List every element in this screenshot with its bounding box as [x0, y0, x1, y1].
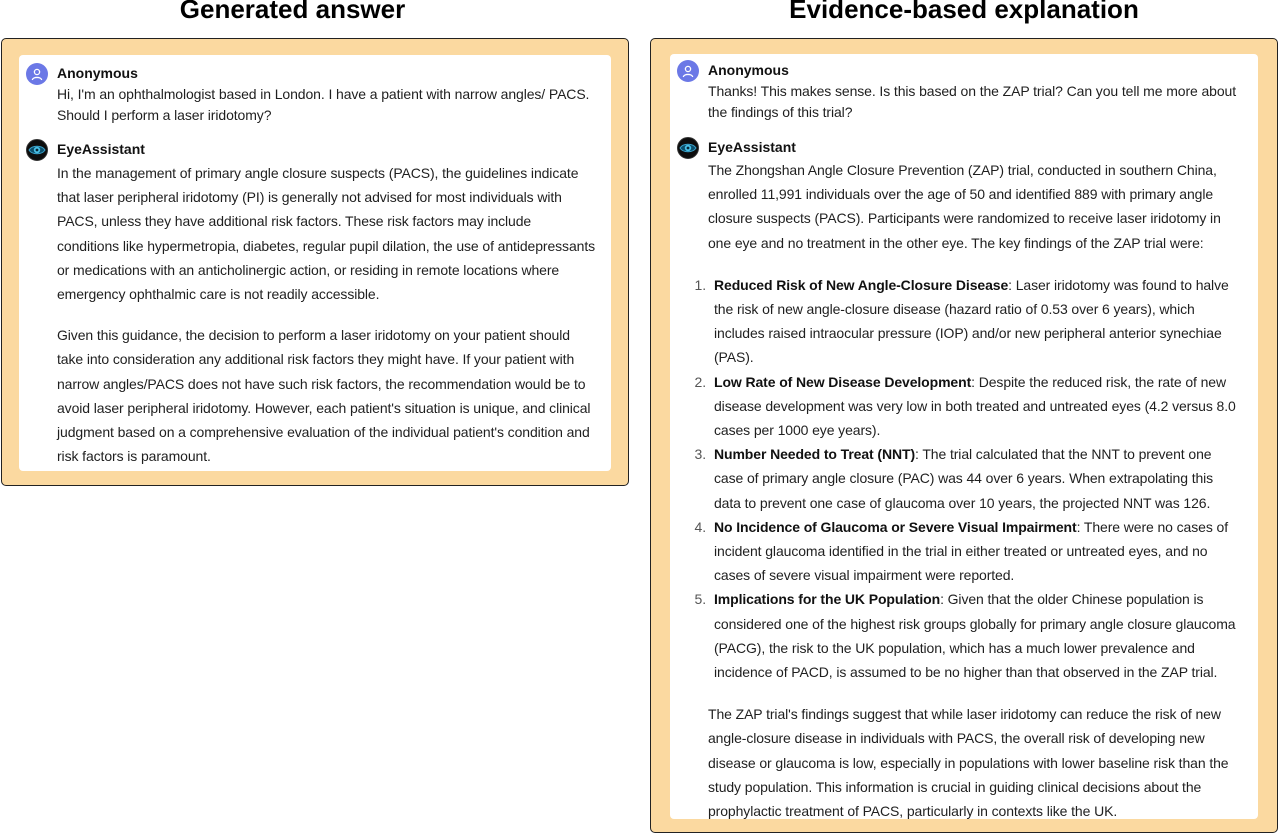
right-panel-title: Evidence-based explanation — [789, 0, 1139, 24]
user-avatar-icon — [26, 63, 48, 85]
assistant-intro: The Zhongshan Angle Closure Prevention (ZAP) trial, conducted in southern China, enrolled 11,991 individuals over the age of 50 and identified 889 with primary angle closure suspects (PACS). Participants were randomized to receive laser iridotomy in one eye and no treatment in the other eye. The key findings of the ZAP trial were: — [708, 162, 1221, 251]
finding-heading: Number Needed to Treat (NNT) — [714, 446, 916, 463]
finding-item — [694, 442, 1243, 515]
finding-text: : Despite the reduced risk, the rate of new disease development was very low in both treated and untreated eyes (4.2 versus 8.0 cases per 1000 eye years). — [714, 373, 1236, 439]
user-name: Anonymous — [57, 65, 138, 81]
user-avatar-icon — [677, 60, 699, 82]
conversation-card — [19, 55, 611, 471]
finding-item — [694, 515, 1243, 588]
user-message-text: Thanks! This makes sense. Is this based on the ZAP trial? Can you tell me more about the findings of this trial? — [708, 83, 1237, 120]
user-name: Anonymous — [708, 62, 789, 78]
assistant-paragraph: In the management of primary angle closure suspects (PACS), the guidelines indicate that laser peripheral iridotomy (PI) is generally not advised for most individuals with PACS, unless they have additional risk factors. These risk factors may include conditions like hypermetropia, diabetes, regular pupil dilation, the use of antidepressants or medications with an anticholinergic action, or residing in remote locations where emergency ophthalmic care is not readily accessible. — [57, 165, 596, 303]
assistant-name: EyeAssistant — [57, 141, 145, 157]
finding-item — [694, 587, 1243, 684]
finding-text: : There were no cases of incident glaucoma identified in the trial in either treated or untreated eyes, and no cases of severe visual impairment were reported. — [714, 518, 1228, 584]
finding-number: 4. — [694, 518, 706, 535]
left-panel-title: Generated answer — [179, 0, 406, 24]
findings-list — [694, 273, 1243, 684]
finding-number: 1. — [694, 276, 706, 293]
assistant-name: EyeAssistant — [708, 139, 796, 155]
generated-answer-panel — [1, 38, 629, 486]
assistant-conclusion: The ZAP trial's findings suggest that while laser iridotomy can reduce the risk of new angle-closure disease in individuals with PACS, the overall risk of developing new disease or glaucoma is low, especially in populations with lower baseline risk than the study population. This information is crucial in guiding clinical decisions about the prophylactic treatment of PACS, particularly in contexts like the UK. — [708, 706, 1229, 820]
conversation-card — [670, 54, 1258, 819]
eye-avatar-icon — [677, 137, 699, 159]
finding-heading: Low Rate of New Disease Development — [714, 373, 972, 390]
assistant-paragraph: Given this guidance, the decision to perform a laser iridotomy on your patient should take into consideration any additional risk factors they might have. If your patient with narrow angles/PACS does not have such risk factors, the recommendation would be to avoid laser peripheral iridotomy. However, each patient's situation is unique, and clinical judgment based on a comprehensive evaluation of the individual patient's condition and risk factors is paramount. — [57, 327, 591, 465]
finding-number: 3. — [694, 446, 706, 463]
finding-text: : The trial calculated that the NNT to prevent one case of primary angle closure (PAC) was 44 over 6 years. When extrapolating this data to prevent one case of glaucoma over 10 years, the projected NNT was 126. — [714, 446, 1214, 511]
user-message-text: Hi, I'm an ophthalmologist based in London. I have a patient with narrow angles/ PACS. Should I perform a laser iridotomy? — [57, 86, 590, 123]
finding-text: : Laser iridotomy was found to halve the risk of new angle-closure disease (hazard ratio of 0.53 over 6 years), which includes raised intraocular pressure (IOP) and/or new peripheral anterior synechiae (PAS). — [714, 276, 1229, 366]
finding-number: 2. — [694, 373, 706, 390]
assistant-message-text — [57, 161, 595, 468]
evidence-explanation-panel — [650, 38, 1278, 833]
finding-item — [694, 273, 1243, 370]
eye-avatar-icon — [26, 139, 48, 161]
finding-item — [694, 370, 1243, 443]
finding-heading: Reduced Risk of New Angle-Closure Disease — [714, 276, 1009, 293]
assistant-message-text — [694, 158, 1243, 823]
finding-heading: No Incidence of Glaucoma or Severe Visual Impairment — [714, 518, 1077, 535]
finding-number: 5. — [694, 591, 706, 608]
finding-heading: Implications for the UK Population — [714, 591, 941, 608]
finding-text: : Given that the older Chinese population is considered one of the highest risk groups globally for primary angle closure glaucoma (PACG), the risk to the UK population, which has a much lower prevalence and incidence of PACD, is assumed to be no higher than that observed in the ZAP trial. — [714, 591, 1236, 681]
